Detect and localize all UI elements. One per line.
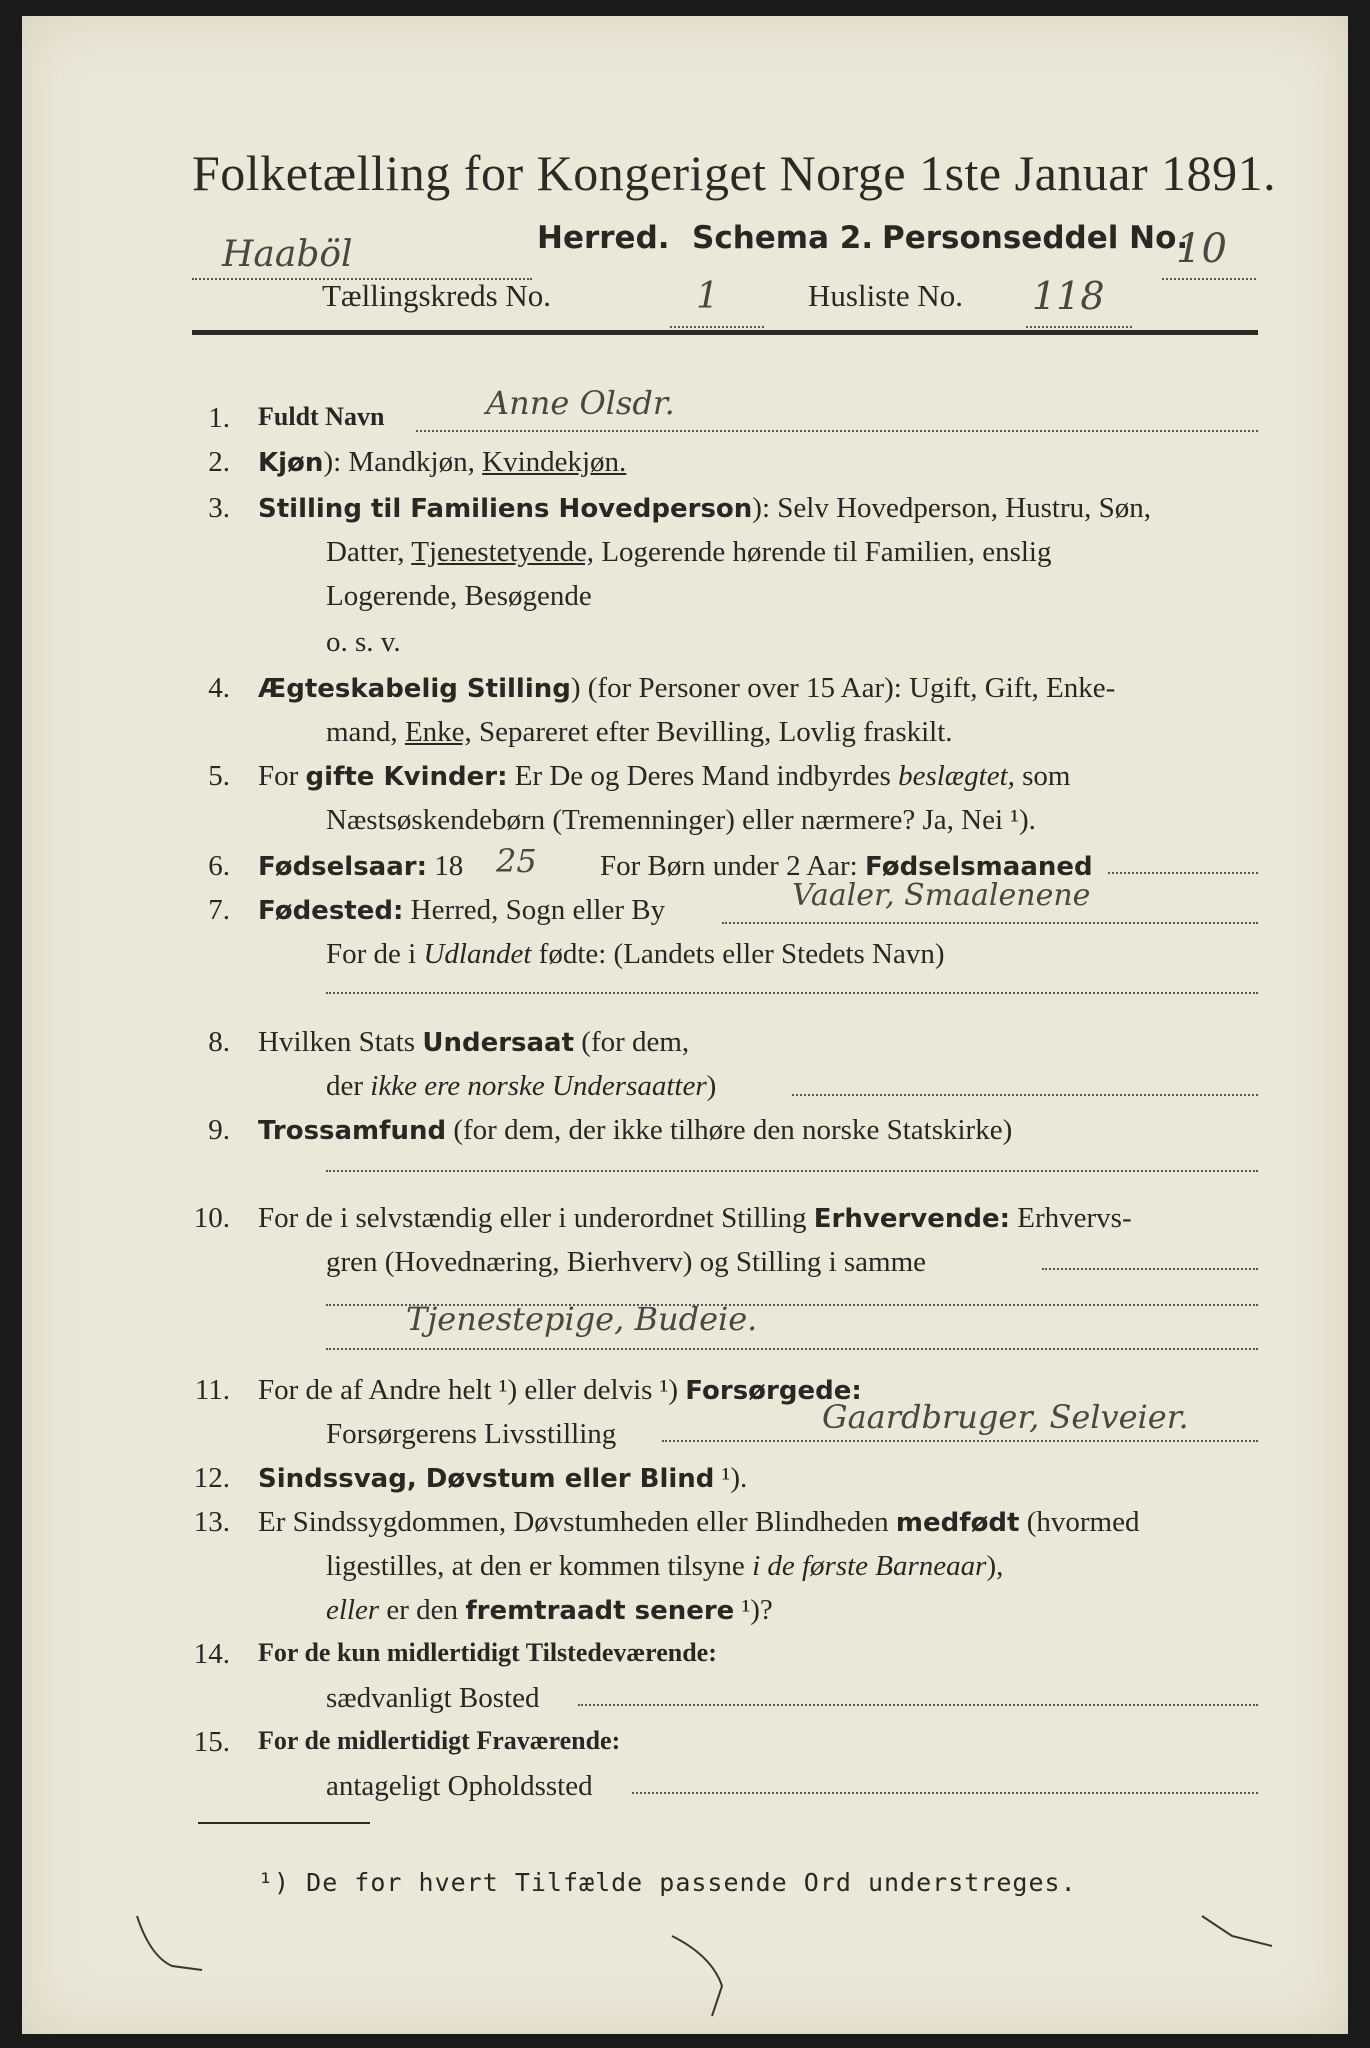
q14-number: 14. — [193, 1638, 230, 1670]
q14-field — [578, 1694, 1258, 1706]
q2-selected: Kvindekjøn. — [482, 446, 627, 478]
q13-text2a: ligestilles, at den er kommen tilsyne — [326, 1550, 745, 1582]
q10-text1b: Erhvervs- — [1017, 1202, 1132, 1234]
q12-label: Sindssvag, Døvstum eller Blind — [258, 1464, 715, 1494]
q1-value: Anne Olsdr. — [486, 384, 675, 422]
q5-text1c: beslægtet, — [898, 760, 1015, 792]
q13-text1b: (hvormed — [1026, 1506, 1140, 1538]
q11-field — [662, 1398, 1258, 1442]
q7-line2 — [326, 938, 945, 971]
q2-number: 2. — [208, 446, 230, 478]
q13-number: 13. — [193, 1506, 230, 1538]
q3-label: Stilling til Familiens Hovedperson — [258, 494, 753, 524]
kreds-field — [670, 276, 764, 328]
q6-field — [1108, 862, 1258, 874]
husliste-value: 118 — [1032, 274, 1105, 318]
q5-text1a: For — [258, 760, 299, 792]
husliste-label: Husliste No. — [808, 278, 963, 313]
q7-text2a: For de i — [326, 938, 417, 970]
q7-line1 — [258, 894, 665, 927]
personseddel-value: 10 — [1176, 226, 1227, 272]
q13-label: medfødt — [895, 1508, 1020, 1538]
q8-field — [792, 1084, 1258, 1096]
q4-selected: Enke, — [404, 716, 472, 748]
q8-text1b: (for dem, — [581, 1026, 690, 1058]
q6-label2: Fødselsmaaned — [865, 852, 1093, 882]
q2-text: ): Mandkjøn, — [323, 446, 475, 478]
husliste-field — [1026, 274, 1132, 328]
header-rule — [192, 330, 1258, 335]
q13-line2: ligestilles, at den er kommen tilsyne i de første Barneaar), — [326, 1550, 1004, 1582]
q3-line4: o. s. v. — [326, 626, 401, 658]
q13-text2b: i de første Barneaar — [752, 1550, 987, 1582]
q11-text1a: For de af Andre helt ¹) eller delvis ¹) — [258, 1374, 679, 1406]
census-form-page — [22, 16, 1348, 2034]
q6-line — [258, 850, 463, 883]
q13-line3: eller er den fremtraadt senere ¹)? — [326, 1594, 773, 1626]
q14-text: sædvanligt Bosted — [326, 1682, 540, 1714]
q5-number: 5. — [208, 760, 230, 792]
q8-line1 — [258, 1026, 689, 1059]
q4-line1 — [258, 672, 1115, 705]
herred-value: Haaböl — [222, 234, 353, 275]
q3-text1: ): Selv Hovedperson, Hustru, Søn, — [752, 492, 1152, 524]
q10-value: Tjenestepige, Budeie. — [406, 1300, 758, 1338]
q11-label: Forsørgede: — [685, 1376, 862, 1406]
q10-text1a: For de i selvstændig eller i underordnet Stilling — [258, 1202, 807, 1234]
q7-field2 — [326, 982, 1258, 994]
kreds-label: Tællingskreds No. — [322, 278, 552, 313]
q3-number: 3. — [208, 492, 230, 524]
q5-text1b: Er De og Deres Mand indbyrdes — [514, 760, 891, 792]
q7-label: Fødested: — [258, 896, 404, 926]
q5-label: gifte Kvinder: — [305, 762, 508, 792]
q4-text1: ) (for Personer over 15 Aar): Ugift, Gift, Enke- — [570, 672, 1116, 704]
q5-line1 — [258, 760, 1070, 793]
q8-text1a: Hvilken Stats — [258, 1026, 416, 1058]
q4-text2a: mand, — [326, 716, 398, 748]
q4-line2 — [326, 716, 953, 749]
q15-label: For de midlertidigt Fraværende: — [258, 1726, 621, 1755]
q6-prefix: 18 — [434, 850, 464, 882]
q8-line2: der ikke ere norske Undersaatter) — [326, 1070, 717, 1102]
q6-value: 25 — [496, 842, 537, 880]
q9-label: Trossamfund — [258, 1116, 447, 1146]
q13-label2: fremtraadt senere — [465, 1596, 735, 1626]
q7-value: Vaaler, Smaalenene — [792, 878, 1091, 913]
kreds-value: 1 — [696, 276, 719, 317]
q15-field — [632, 1782, 1258, 1794]
q6-text: For Børn under 2 Aar: — [600, 850, 858, 882]
q4-number: 4. — [208, 672, 230, 704]
footnote-rule — [198, 1822, 370, 1824]
personseddel-label: Personseddel No. — [882, 220, 1189, 256]
q12-number: 12. — [193, 1462, 230, 1494]
q12-line: Sindssvag, Døvstum eller Blind ¹). — [258, 1462, 748, 1494]
q10-line2: gren (Hovednæring, Bierhverv) og Stilling i samme — [326, 1246, 927, 1278]
q8-text2a: der — [326, 1070, 364, 1102]
q15-number: 15. — [193, 1726, 230, 1758]
q8-text2b: ikke ere norske Undersaatter — [370, 1070, 707, 1102]
q6-label: Fødselsaar: — [258, 852, 427, 882]
q10-label: Erhvervende: — [813, 1204, 1011, 1234]
q6-number: 6. — [208, 850, 230, 882]
q2-label: Kjøn — [258, 448, 324, 478]
q8-number: 8. — [208, 1026, 230, 1058]
q13-text1a: Er Sindssygdommen, Døvstumheden eller Blindheden — [258, 1506, 889, 1538]
q13-text3b: er den — [386, 1594, 459, 1626]
q1-label: Fuldt Navn — [258, 402, 385, 431]
q2-line — [258, 446, 626, 479]
q3-line2 — [326, 536, 1052, 569]
q10-field-a — [1042, 1258, 1258, 1270]
q7-text2b: Udlandet — [423, 938, 532, 970]
q13-text3a: eller — [326, 1594, 380, 1626]
form-title: Folketælling for Kongeriget Norge 1ste Januar 1891. — [192, 145, 1277, 201]
q11-number: 11. — [194, 1374, 230, 1406]
q9-text: (for dem, der ikke tilhøre den norske Statskirke) — [453, 1114, 1013, 1146]
q7-text2c: fødte: (Landets eller Stedets Navn) — [538, 938, 945, 970]
q3-selected: Tjenestetyende, — [411, 536, 595, 568]
q13-line1 — [258, 1506, 1139, 1539]
footnote: ¹) De for hvert Tilfælde passende Ord understreges. — [258, 1868, 1077, 1897]
q4-text2c: Separeret efter Bevilling, Lovlig fraskilt. — [479, 716, 953, 748]
personseddel-field — [1162, 226, 1256, 280]
q1-number: 1. — [208, 402, 230, 434]
q10-number: 10. — [193, 1202, 230, 1234]
q3-line1 — [258, 492, 1151, 525]
q5-line2: Næstsøskendebørn (Tremenninger) eller nærmere? Ja, Nei ¹). — [326, 804, 1036, 836]
q7-text: Herred, Sogn eller By — [410, 894, 666, 926]
q11-line1 — [258, 1374, 862, 1407]
q8-label: Undersaat — [422, 1028, 575, 1058]
q5-text1d: som — [1022, 760, 1071, 792]
q14-label: For de kun midlertidigt Tilstedeværende: — [258, 1638, 717, 1667]
pen-marks — [22, 1896, 1348, 2034]
q7-number: 7. — [208, 894, 230, 926]
q1-field — [416, 384, 1258, 432]
schema-label: Schema 2. — [692, 220, 874, 256]
q9-number: 9. — [208, 1114, 230, 1146]
q4-label: Ægteskabelig Stilling — [258, 674, 571, 704]
q3-text2c: Logerende hørende til Familien, enslig — [601, 536, 1052, 568]
q15-text: antageligt Opholdssted — [326, 1770, 593, 1802]
q11-value: Gaardbruger, Selveier. — [822, 1398, 1189, 1436]
q10-line1 — [258, 1202, 1132, 1235]
q9-field — [326, 1160, 1258, 1172]
q3-line3: Logerende, Besøgende — [326, 580, 592, 612]
q11-line2: Forsørgerens Livsstilling — [326, 1418, 617, 1450]
q10-field-c — [326, 1300, 1258, 1350]
herred-field — [192, 234, 532, 280]
q9-line — [258, 1114, 1012, 1147]
q3-text2a: Datter, — [326, 536, 405, 568]
herred-label: Herred. — [537, 220, 670, 256]
q7-field — [722, 878, 1258, 924]
